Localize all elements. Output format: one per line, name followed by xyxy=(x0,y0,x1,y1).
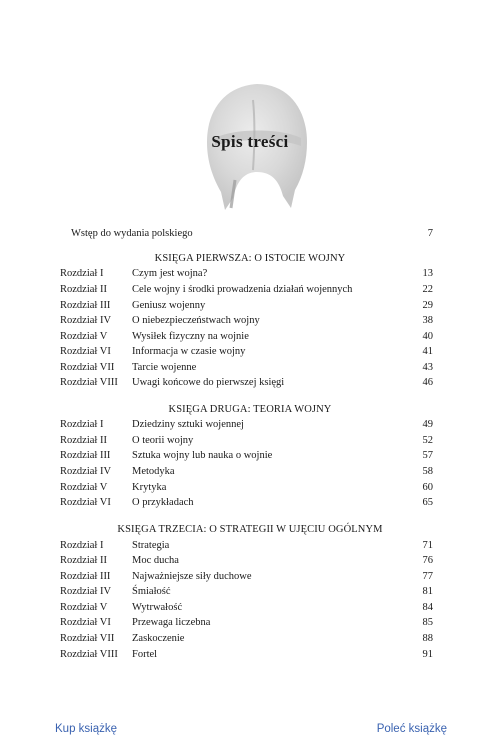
chapter-label: Rozdział V xyxy=(60,482,108,493)
toc-row xyxy=(60,268,433,283)
chapter-title: O niebezpieczeństwach wojny xyxy=(132,315,260,326)
buy-book-link[interactable]: Kup książkę xyxy=(55,723,118,735)
chapter-page: 46 xyxy=(422,377,433,388)
toc-row xyxy=(60,466,433,481)
chapter-title: Metodyka xyxy=(132,466,175,477)
toc-row xyxy=(60,331,433,346)
chapter-title: O teorii wojny xyxy=(132,435,194,446)
chapter-title: Wytrwałość xyxy=(132,602,183,613)
chapter-title: Zaskoczenie xyxy=(132,633,185,644)
chapter-page: 88 xyxy=(422,633,433,644)
chapter-page: 41 xyxy=(422,346,433,357)
chapter-page: 85 xyxy=(422,617,433,628)
chapter-label: Rozdział VIII xyxy=(60,377,118,388)
toc-row xyxy=(60,497,433,512)
chapter-label: Rozdział III xyxy=(60,450,111,461)
toc-row xyxy=(60,649,433,664)
chapter-title: Informacja w czasie wojny xyxy=(132,346,246,357)
chapter-page: 58 xyxy=(422,466,433,477)
chapter-label: Rozdział I xyxy=(60,419,104,430)
toc-row xyxy=(60,555,433,570)
toc-row xyxy=(60,450,433,465)
chapter-label: Rozdział IV xyxy=(60,466,112,477)
chapter-page: 77 xyxy=(422,571,433,582)
chapter-page: 65 xyxy=(422,497,433,508)
chapter-page: 43 xyxy=(422,362,433,373)
chapter-title: Przewaga liczebna xyxy=(132,617,211,628)
chapter-label: Rozdział VI xyxy=(60,497,111,508)
toc-row xyxy=(60,419,433,434)
chapter-title: Fortel xyxy=(132,649,158,660)
chapter-title: Sztuka wojny lub nauka o wojnie xyxy=(132,450,273,461)
part-title: KSIĘGA TRZECIA: O STRATEGII W UJĘCIU OGÓLNYM xyxy=(117,524,383,535)
chapter-title: O przykładach xyxy=(132,497,194,508)
chapter-page: 84 xyxy=(422,602,433,613)
chapter-title: Dziedziny sztuki wojennej xyxy=(132,419,244,430)
toc-row xyxy=(60,284,433,299)
chapter-title: Uwagi końcowe do pierwszej księgi xyxy=(132,377,285,388)
chapter-page: 91 xyxy=(422,649,433,660)
chapter-label: Rozdział IV xyxy=(60,315,112,326)
chapter-page: 38 xyxy=(422,315,433,326)
chapter-label: Rozdział VI xyxy=(60,617,111,628)
chapter-label: Rozdział I xyxy=(60,268,104,279)
chapter-page: 22 xyxy=(422,284,433,295)
toc-row xyxy=(60,435,433,450)
toc-row xyxy=(60,633,433,648)
chapter-page: 57 xyxy=(422,450,433,461)
toc-row xyxy=(60,586,433,601)
chapter-label: Rozdział VII xyxy=(60,362,115,373)
toc-row xyxy=(60,540,433,555)
toc-row xyxy=(60,362,433,377)
chapter-title: Moc ducha xyxy=(132,555,179,566)
chapter-title: Wysiłek fizyczny na wojnie xyxy=(132,331,249,342)
chapter-label: Rozdział II xyxy=(60,555,107,566)
chapter-label: Rozdział III xyxy=(60,571,111,582)
chapter-page: 81 xyxy=(422,586,433,597)
part-title: KSIĘGA DRUGA: TEORIA WOJNY xyxy=(168,404,332,415)
toc-row xyxy=(60,482,433,497)
chapter-title: Geniusz wojenny xyxy=(132,300,206,311)
chapter-label: Rozdział III xyxy=(60,300,111,311)
chapter-label: Rozdział VIII xyxy=(60,649,118,660)
chapter-page: 49 xyxy=(422,419,433,430)
toc-row xyxy=(60,315,433,330)
toc-intro-page: 7 xyxy=(427,228,433,239)
toc-row xyxy=(60,602,433,617)
toc-row xyxy=(60,617,433,632)
chapter-label: Rozdział I xyxy=(60,540,104,551)
chapter-label: Rozdział II xyxy=(60,435,107,446)
chapter-page: 60 xyxy=(422,482,433,493)
toc-row xyxy=(60,346,433,361)
chapter-page: 71 xyxy=(422,540,433,551)
chapter-page: 40 xyxy=(422,331,433,342)
chapter-label: Rozdział V xyxy=(60,602,108,613)
chapter-title: Czym jest wojna? xyxy=(132,268,208,279)
chapter-label: Rozdział VI xyxy=(60,346,111,357)
toc-row xyxy=(60,300,433,315)
chapter-page: 29 xyxy=(422,300,433,311)
chapter-title: Najważniejsze siły duchowe xyxy=(132,571,252,582)
chapter-label: Rozdział II xyxy=(60,284,107,295)
chapter-title: Strategia xyxy=(132,540,170,551)
chapter-label: Rozdział IV xyxy=(60,586,112,597)
chapter-page: 13 xyxy=(422,268,433,279)
chapter-label: Rozdział V xyxy=(60,331,108,342)
toc-row xyxy=(60,377,433,392)
page-title: Spis treści xyxy=(211,132,289,151)
chapter-page: 52 xyxy=(422,435,433,446)
toc-row xyxy=(60,571,433,586)
chapter-title: Krytyka xyxy=(132,482,167,493)
chapter-title: Cele wojny i środki prowadzenia działań wojennych xyxy=(132,284,353,295)
part-title: KSIĘGA PIERWSZA: O ISTOCIE WOJNY xyxy=(154,253,346,264)
chapter-title: Tarcie wojenne xyxy=(132,362,197,373)
chapter-label: Rozdział VII xyxy=(60,633,115,644)
chapter-title: Śmiałość xyxy=(132,586,171,597)
chapter-page: 76 xyxy=(422,555,433,566)
toc-intro-title: Wstęp do wydania polskiego xyxy=(71,228,193,239)
recommend-book-link[interactable]: Poleć książkę xyxy=(376,723,447,735)
toc-intro-row xyxy=(71,228,433,244)
